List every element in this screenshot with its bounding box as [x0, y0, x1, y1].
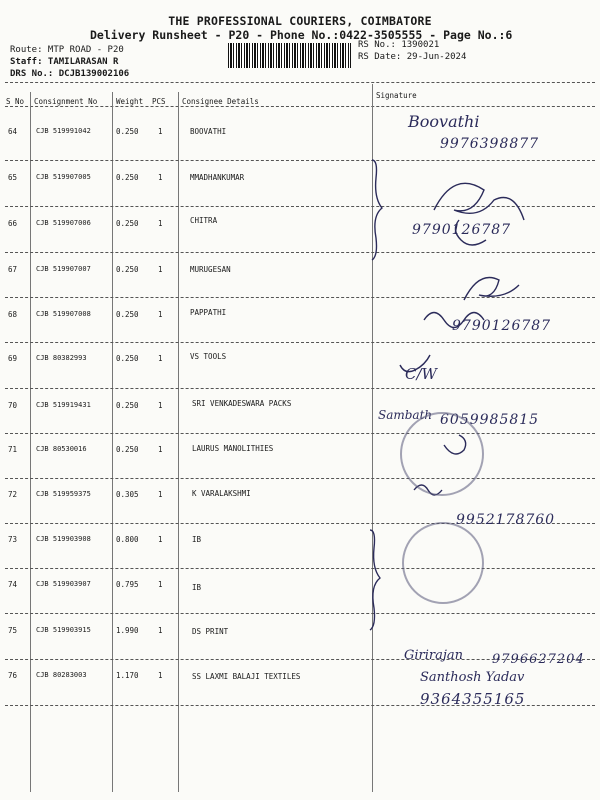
- row-sno: 65: [8, 173, 18, 182]
- handwritten-phone: 9952178760: [456, 512, 556, 528]
- row-consignment: CJB 519907006: [36, 219, 91, 227]
- rs-date: RS Date: 29-Jun-2024: [358, 52, 467, 62]
- row-pcs: 1: [158, 535, 163, 544]
- row-weight: 0.250: [116, 354, 139, 363]
- col-consignment: Consignment No: [34, 97, 98, 106]
- row-pcs: 1: [158, 219, 163, 228]
- row-consignee: BOOVATHI: [190, 127, 227, 136]
- row-consignee: MMADHANKUMAR: [190, 173, 245, 182]
- col-divider: [178, 92, 179, 792]
- row-consignment: CJB 519991042: [36, 127, 91, 135]
- row-weight: 1.170: [116, 671, 139, 680]
- row-consignment: CJB 519903915: [36, 626, 91, 634]
- row-sno: 66: [8, 219, 18, 228]
- handwritten-phone: 9364355165: [420, 690, 526, 708]
- row-weight: 0.250: [116, 219, 139, 228]
- row-pcs: 1: [158, 580, 163, 589]
- row-sno: 73: [8, 535, 18, 544]
- handwritten-name: Girirajan: [404, 648, 464, 663]
- handwritten-phone: 9790126787: [412, 222, 512, 238]
- row-weight: 0.800: [116, 535, 139, 544]
- row-consignee: SS LAXMI BALAJI TEXTILES: [192, 672, 301, 681]
- row-consignment: CJB 519903908: [36, 535, 91, 543]
- government-stamp: [402, 522, 484, 604]
- row-sno: 68: [8, 310, 18, 319]
- row-sno: 72: [8, 490, 18, 499]
- row-sno: 76: [8, 671, 18, 680]
- row-pcs: 1: [158, 127, 163, 136]
- row-consignment: CJB 519907008: [36, 310, 91, 318]
- handwritten-name: Santhosh Yadav: [420, 670, 525, 685]
- row-sno: 71: [8, 445, 18, 454]
- row-sno: 74: [8, 580, 18, 589]
- row-consignment: CJB 80283003: [36, 671, 87, 679]
- row-pcs: 1: [158, 173, 163, 182]
- col-weight: Weight: [116, 97, 144, 106]
- row-consignee: SRI VENKADESWARA PACKS: [192, 399, 292, 408]
- row-weight: 0.250: [116, 127, 139, 136]
- row-sno: 69: [8, 354, 18, 363]
- row-pcs: 1: [158, 354, 163, 363]
- col-sno: S No: [6, 97, 25, 106]
- handwritten-phone: 9796627204: [492, 652, 585, 667]
- row-weight: 0.250: [116, 173, 139, 182]
- row-consignment: CJB 519919431: [36, 401, 91, 409]
- handwritten-phone: 6059985815: [440, 412, 540, 428]
- col-consignee: Consignee Details: [182, 97, 259, 106]
- handwritten-phone: 9790126787: [452, 318, 552, 334]
- row-consignee: PAPPATHI: [190, 308, 227, 317]
- row-weight: 0.305: [116, 490, 139, 499]
- row-sno: 75: [8, 626, 18, 635]
- row-pcs: 1: [158, 490, 163, 499]
- col-divider: [112, 92, 113, 792]
- row-pcs: 1: [158, 626, 163, 635]
- row-consignment: CJB 519907007: [36, 265, 91, 273]
- col-divider: [30, 92, 31, 792]
- col-pcs: PCS: [152, 97, 166, 106]
- col-signature: Signature: [376, 91, 417, 100]
- runsheet-subtitle: Delivery Runsheet - P20 - Phone No.:0422-3505555 - Page No.:6: [90, 28, 513, 42]
- company-title: THE PROFESSIONAL COURIERS, COIMBATORE: [168, 14, 432, 28]
- row-consignment: CJB 80382993: [36, 354, 87, 362]
- row-consignee: CHITRA: [190, 216, 218, 225]
- route-label: Route: MTP ROAD - P20: [10, 45, 124, 55]
- row-weight: 0.250: [116, 265, 139, 274]
- header-top-divider: [5, 82, 595, 83]
- row-consignment: CJB 519903907: [36, 580, 91, 588]
- row-sno: 64: [8, 127, 18, 136]
- row-sno: 70: [8, 401, 18, 410]
- row-weight: 0.250: [116, 445, 139, 454]
- row-pcs: 1: [158, 401, 163, 410]
- row-weight: 0.250: [116, 401, 139, 410]
- drs-number: DRS No.: DCJB139002106: [10, 69, 130, 79]
- row-consignee: K VARALAKSHMI: [192, 489, 251, 498]
- row-weight: 0.795: [116, 580, 139, 589]
- barcode: [228, 43, 351, 68]
- row-weight: 0.250: [116, 310, 139, 319]
- handwritten-name: Sambath: [378, 408, 433, 422]
- row-consignee: IB: [192, 535, 202, 544]
- company-stamp: [400, 412, 484, 496]
- handwritten-phone: 9976398877: [440, 136, 540, 152]
- row-consignee: DS PRINT: [192, 627, 229, 636]
- handwritten-note: C/W: [405, 365, 437, 383]
- row-sno: 67: [8, 265, 18, 274]
- row-consignee: MURUGESAN: [190, 265, 231, 274]
- header-bottom-divider: [5, 106, 595, 107]
- rs-number: RS No.: 1390021: [358, 40, 440, 50]
- row-weight: 1.990: [116, 626, 139, 635]
- row-consignment: CJB 519907005: [36, 173, 91, 181]
- row-pcs: 1: [158, 265, 163, 274]
- row-consignee: IB: [192, 583, 202, 592]
- row-consignee: VS TOOLS: [190, 352, 227, 361]
- row-pcs: 1: [158, 310, 163, 319]
- row-consignment: CJB 519959375: [36, 490, 91, 498]
- row-consignee: LAURUS MANOLITHIES: [192, 444, 274, 453]
- row-pcs: 1: [158, 445, 163, 454]
- row-pcs: 1: [158, 671, 163, 680]
- handwritten-name: Boovathi: [408, 112, 480, 131]
- row-consignment: CJB 80530016: [36, 445, 87, 453]
- staff-label: Staff: TAMILARASAN R: [10, 57, 119, 67]
